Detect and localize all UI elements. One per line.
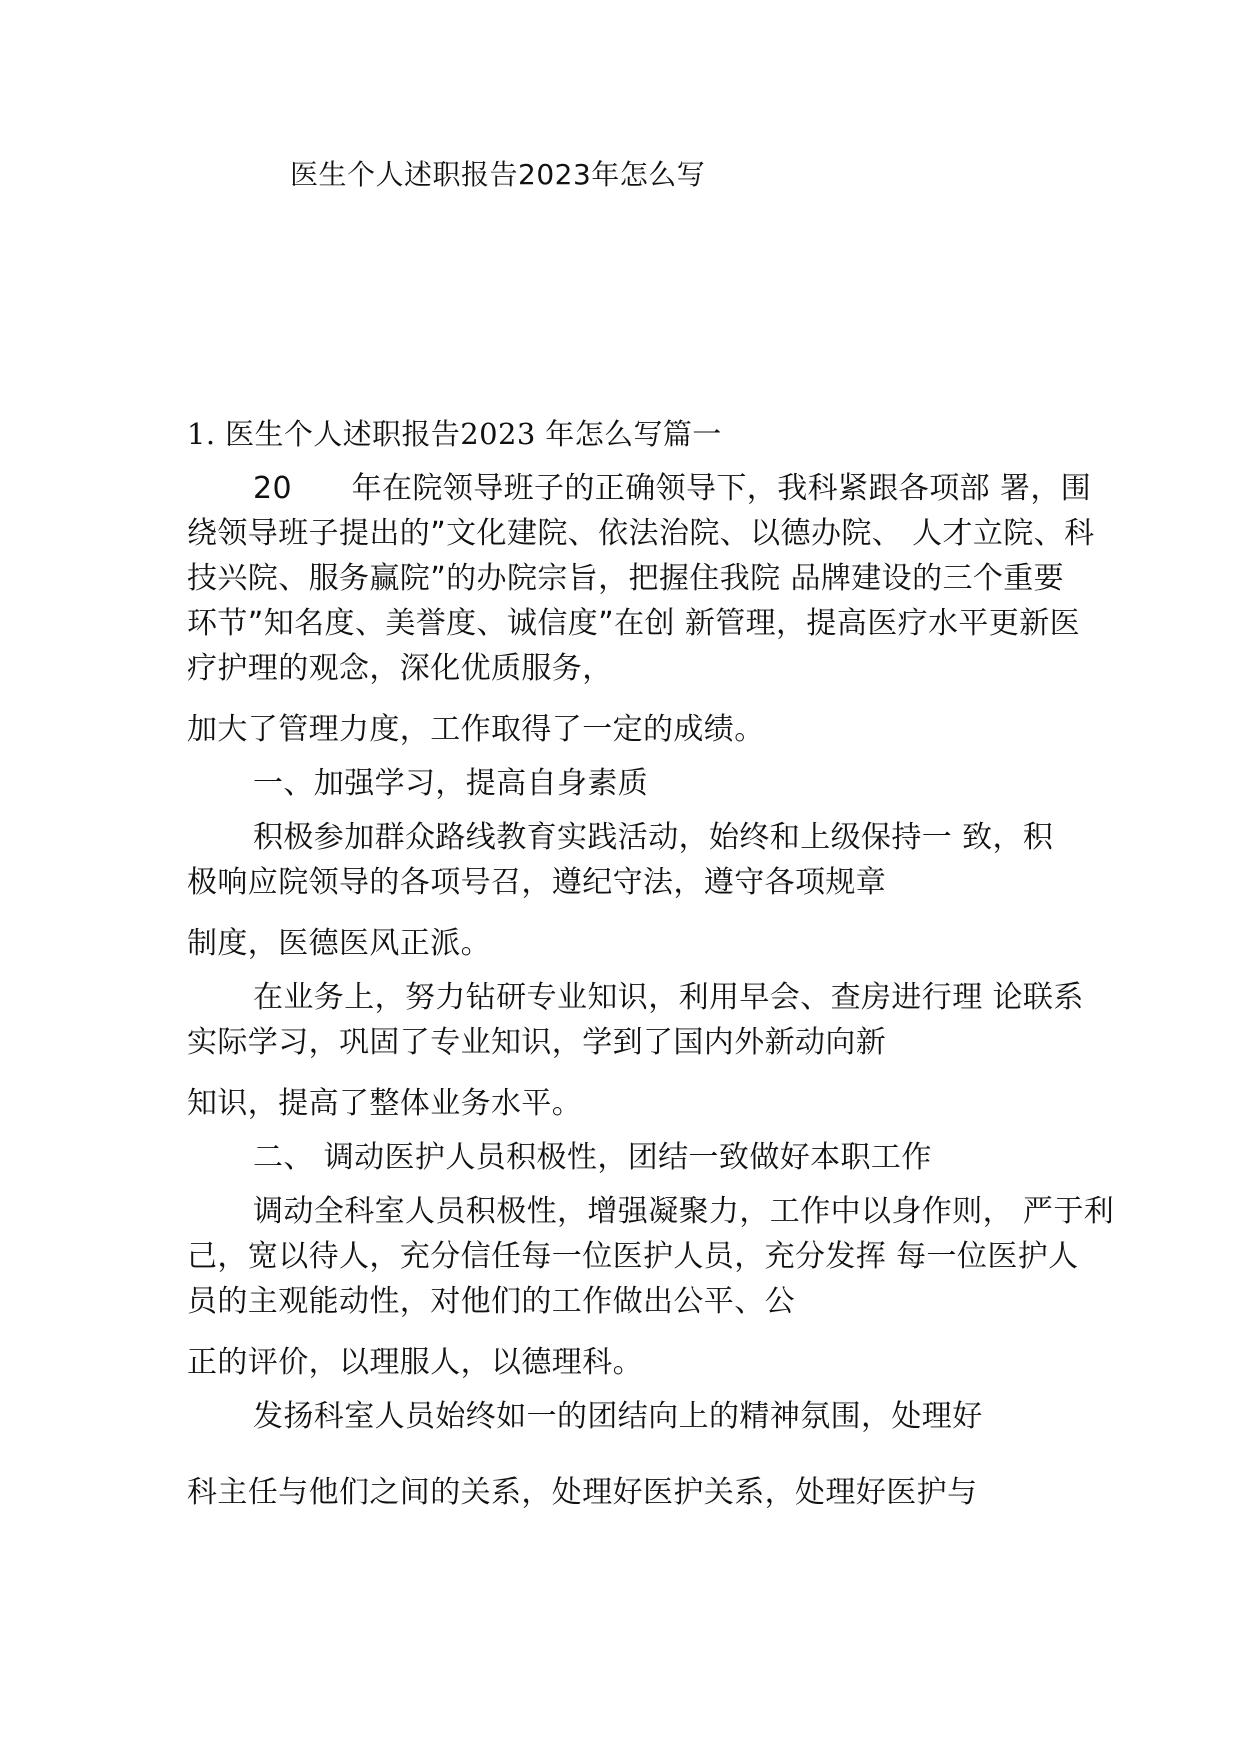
body-line: 环节”知名度、美誉度、诚信度”在创 新管理，提高医疗水平更新医 [187,606,1081,641]
document-title: 医生个人述职报告2023年怎么写 [290,158,706,191]
body-line: 调动全科室人员积极性，增强凝聚力，工作中以身作则， 严于利 [253,1194,1115,1229]
body-line: 员的主观能动性，对他们的工作做出公平、公 [187,1284,795,1319]
body-line: 制度，医德医风正派。 [187,926,491,961]
body-line: 知识，提高了整体业务水平。 [187,1086,583,1121]
body-line: 20 年在院领导班子的正确领导下，我科紧跟各项部 署，围 [253,471,1092,506]
body-line: 绕领导班子提出的”文化建院、依法治院、以德办院、 人才立院、科 [187,516,1095,551]
body-line: 极响应院领导的各项号召，遵纪守法，遵守各项规章 [187,865,887,900]
body-line: 己，宽以待人，充分信任每一位医护人员，充分发挥 每一位医护人 [187,1239,1079,1274]
subsection-heading: 一、加强学习，提高自身素质 [253,766,649,801]
body-line: 技兴院、服务赢院”的办院宗旨，把握住我院 品牌建设的三个重要 [187,561,1065,596]
body-line: 在业务上，努力钻研专业知识，利用早会、查房进行理 论联系 [253,980,1084,1015]
body-line: 加大了管理力度，工作取得了一定的成绩。 [187,712,765,747]
body-line: 实际学习，巩固了专业知识，学到了国内外新动向新 [187,1025,887,1060]
subsection-heading: 二、 调动医护人员积极性，团结一致做好本职工作 [253,1140,932,1175]
body-line: 科主任与他们之间的关系，处理好医护关系，处理好医护与 [187,1475,978,1510]
body-line: 积极参加群众路线教育实践活动，始终和上级保持一 致，积 [253,820,1054,855]
section-heading: 1. 医生个人述职报告2023 年怎么写篇一 [187,417,722,451]
body-line: 正的评价，以理服人，以德理科。 [187,1345,643,1380]
body-line: 疗护理的观念，深化优质服务， [187,651,613,686]
body-line: 发扬科室人员始终如一的团结向上的精神氛围，处理好 [253,1399,983,1434]
